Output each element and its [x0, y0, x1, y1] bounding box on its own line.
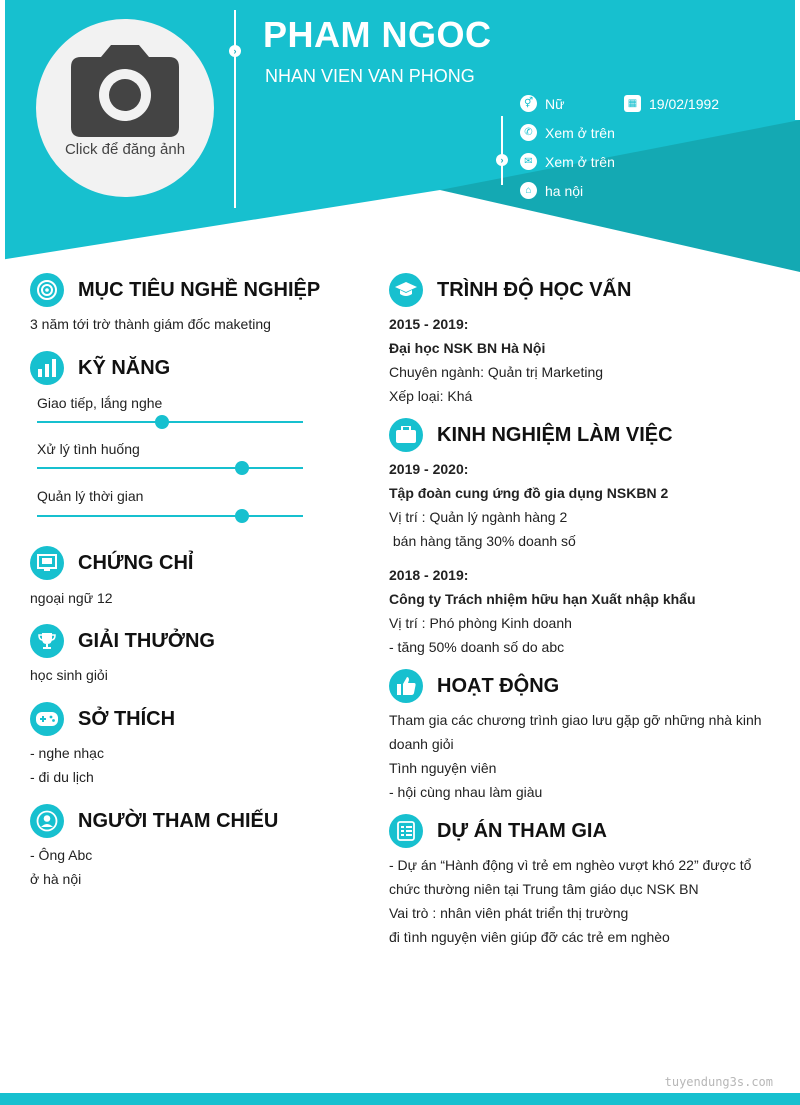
- activity-line: doanh giỏi: [389, 736, 454, 752]
- projects-text: [389, 853, 751, 949]
- home-icon: ⌂: [520, 182, 537, 199]
- job-detail: - tăng 50% doanh số do abc: [389, 639, 565, 655]
- skill-label: Quản lý thời gian: [37, 488, 144, 504]
- education-details: [389, 312, 603, 408]
- footer-bar: [0, 1093, 800, 1105]
- certificate-icon: [30, 546, 64, 580]
- section-title: HOẠT ĐỘNG: [437, 674, 560, 697]
- hobbies-text: [30, 741, 104, 789]
- hobby-item: - nghe nhạc: [30, 745, 104, 761]
- section-title: DỰ ÁN THAM GIA: [437, 819, 607, 842]
- gender-value: Nữ: [545, 95, 565, 112]
- activity-line: - hội cùng nhau làm giàu: [389, 784, 543, 800]
- certificates-text: ngoại ngữ 12: [30, 590, 113, 606]
- skill-knob: [235, 509, 249, 523]
- section-projects: [389, 814, 607, 848]
- job-detail: bán hàng tăng 30% doanh số: [389, 533, 576, 549]
- gamepad-icon: [30, 702, 64, 736]
- education-period: 2015 - 2019:: [389, 316, 469, 332]
- section-title: KỸ NĂNG: [78, 356, 171, 379]
- chevron-right-icon: ›: [229, 45, 241, 57]
- activities-text: [389, 708, 762, 804]
- section-education: [389, 273, 631, 307]
- phone-icon: ✆: [520, 124, 537, 141]
- address-value: ha nội: [545, 182, 584, 199]
- camera-icon: [71, 45, 179, 137]
- chevron-right-icon: ›: [496, 154, 508, 166]
- job-entry: [389, 563, 696, 659]
- skill-label: Giao tiếp, lắng nghe: [37, 395, 163, 411]
- avatar-upload[interactable]: [36, 19, 214, 197]
- user-icon: [30, 804, 64, 838]
- education-rank: Xếp loại: Khá: [389, 388, 473, 404]
- job-position: Vị trí : Phó phòng Kinh doanh: [389, 615, 572, 631]
- reference-line: - Ông Abc: [30, 847, 93, 863]
- email-row: [520, 153, 615, 170]
- job-title: NHAN VIEN VAN PHONG: [265, 66, 475, 86]
- watermark: tuyendung3s.com: [664, 1075, 773, 1089]
- section-title: TRÌNH ĐỘ HỌC VẤN: [437, 278, 632, 301]
- section-activities: [389, 669, 559, 703]
- graduation-cap-icon: [389, 273, 423, 307]
- section-title: GIẢI THƯỞNG: [78, 629, 215, 652]
- briefcase-icon: [389, 418, 423, 452]
- email-icon: ✉: [520, 153, 537, 170]
- section-experience: [389, 418, 673, 452]
- section-title: SỞ THÍCH: [78, 707, 176, 730]
- skill-knob: [155, 415, 169, 429]
- project-line: - Dự án “Hành động vì trẻ em nghèo vượt khó 22” được tổ: [389, 857, 752, 873]
- job-period: 2018 - 2019:: [389, 567, 469, 583]
- section-hobbies: [30, 702, 175, 736]
- skill-bar: [37, 515, 303, 517]
- objective-text: 3 năm tới trờ thành giám đốc maketing: [30, 316, 271, 332]
- project-line: đi tình nguyện viên giúp đỡ các trẻ em nghèo: [389, 929, 670, 945]
- job-entry: [389, 457, 668, 553]
- birthday-row: [624, 95, 719, 112]
- job-period: 2019 - 2020:: [389, 461, 469, 477]
- reference-line: ở hà nội: [30, 871, 82, 887]
- skill-knob: [235, 461, 249, 475]
- target-icon: [30, 273, 64, 307]
- section-awards: [30, 624, 215, 658]
- address-row: [520, 182, 583, 199]
- gender-icon: ⚥: [520, 95, 537, 112]
- section-skills: [30, 351, 170, 385]
- checklist-icon: [389, 814, 423, 848]
- header-divider: [234, 10, 236, 208]
- hobby-item: - đi du lịch: [30, 769, 94, 785]
- activity-line: Tình nguyện viên: [389, 760, 497, 776]
- activity-line: Tham gia các chương trình giao lưu gặp gỡ những nhà kinh: [389, 712, 762, 728]
- phone-row: [520, 124, 615, 141]
- birthday-value: 19/02/1992: [649, 95, 720, 112]
- contact-divider: [501, 116, 503, 185]
- project-line: Vai trò : nhân viên phát triển thị trường: [389, 905, 629, 921]
- job-position: Vị trí : Quản lý ngành hàng 2: [389, 509, 568, 525]
- section-title: NGƯỜI THAM CHIẾU: [78, 809, 279, 832]
- full-name: PHAM NGOC: [263, 14, 492, 55]
- bar-chart-icon: [30, 351, 64, 385]
- section-title: KINH NGHIỆM LÀM VIỆC: [437, 423, 673, 446]
- awards-text: học sinh giỏi: [30, 667, 108, 683]
- education-school: Đại học NSK BN Hà Nội: [389, 340, 546, 356]
- section-objective: [30, 273, 320, 307]
- avatar-caption: Click để đăng ảnh: [64, 141, 186, 158]
- section-title: CHỨNG CHỈ: [78, 551, 194, 574]
- skill-label: Xử lý tình huống: [37, 441, 140, 457]
- section-references: [30, 804, 278, 838]
- skill-bar: [37, 421, 303, 423]
- trophy-icon: [30, 624, 64, 658]
- calendar-icon: ▦: [624, 95, 641, 112]
- job-company: Tập đoàn cung ứng đồ gia dụng NSKBN 2: [389, 485, 669, 501]
- email-value: Xem ở trên: [545, 153, 615, 170]
- section-certificates: [30, 546, 193, 580]
- phone-value: Xem ở trên: [545, 124, 615, 141]
- references-text: [30, 843, 92, 891]
- skill-bar: [37, 467, 303, 469]
- project-line: chức thường niên tại Trung tâm giáo dục NSK BN: [389, 881, 699, 897]
- job-company: Công ty Trách nhiệm hữu hạn Xuất nhập khẩu: [389, 591, 696, 607]
- education-major: Chuyên ngành: Quản trị Marketing: [389, 364, 604, 380]
- thumbs-up-icon: [389, 669, 423, 703]
- section-title: MỤC TIÊU NGHỀ NGHIỆP: [78, 278, 321, 301]
- gender-row: [520, 95, 564, 112]
